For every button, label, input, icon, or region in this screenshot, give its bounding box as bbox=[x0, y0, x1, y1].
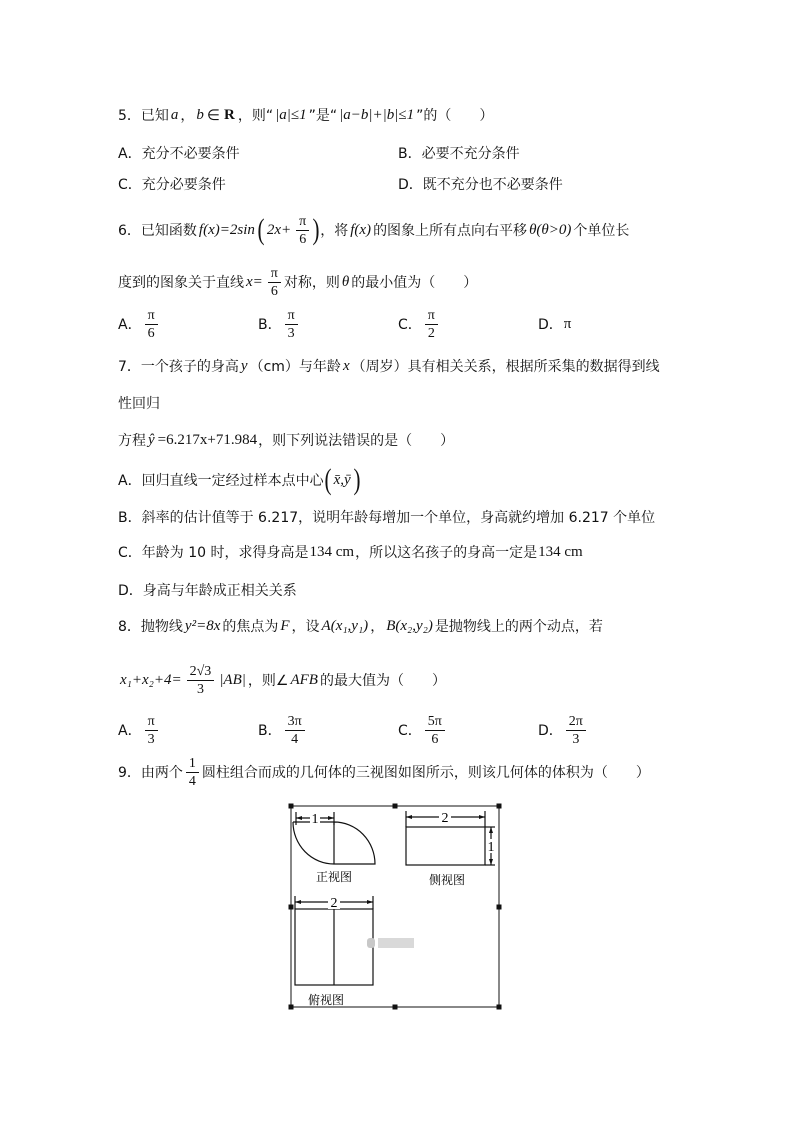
front-view-label: 正视图 bbox=[315, 870, 353, 884]
fraction-denominator: 3 bbox=[196, 681, 204, 697]
fraction-numerator: π bbox=[268, 265, 281, 283]
q8-stem-line2 bbox=[118, 660, 446, 700]
q8-point-a: A(x₁,y₁) bbox=[321, 617, 369, 634]
q7-text: ，则下列说法错误的是（ ） bbox=[258, 433, 455, 449]
arrow-head bbox=[489, 859, 493, 865]
left-paren: ( bbox=[324, 463, 332, 496]
option-text: A．回归直线一定经过样本点中心 bbox=[118, 473, 324, 489]
fraction-numerator: π bbox=[145, 713, 158, 731]
q6-text: 的图象上所有点向右平移 bbox=[373, 223, 528, 239]
front-dimension-label: 1 bbox=[311, 812, 319, 827]
q5-stem bbox=[118, 95, 493, 135]
handle-top-left[interactable] bbox=[289, 804, 294, 809]
option-label: C． bbox=[398, 317, 422, 333]
q8-ab-length: |AB| bbox=[219, 671, 246, 688]
three-view-figure[interactable] bbox=[286, 801, 506, 1013]
q6-left-paren: ( bbox=[257, 213, 265, 246]
fraction-numerator: π bbox=[145, 307, 158, 325]
q7-y-hat: ŷ bbox=[148, 431, 155, 448]
q5-condition-1: |a|≤1 bbox=[275, 106, 307, 123]
front-view bbox=[293, 812, 375, 864]
sample-center: x̄,ȳ bbox=[333, 471, 351, 488]
fraction-denominator: 3 bbox=[147, 731, 155, 747]
option-fraction bbox=[425, 713, 445, 748]
option-label: A． bbox=[118, 317, 142, 333]
q8-fraction bbox=[187, 663, 215, 698]
arrow-head bbox=[295, 900, 301, 904]
q8-option-b[interactable] bbox=[258, 710, 308, 750]
fraction-numerator: 1 bbox=[186, 755, 199, 773]
q5-text: 5．已知 bbox=[118, 108, 169, 124]
fraction-denominator: 4 bbox=[188, 773, 196, 789]
option-label: A． bbox=[118, 723, 142, 739]
fraction-denominator: 6 bbox=[147, 325, 155, 341]
q5-text: ，则“ bbox=[237, 108, 274, 124]
handle-bottom-left[interactable] bbox=[289, 1005, 294, 1010]
watermark-mark bbox=[367, 938, 375, 948]
option-label: B． bbox=[258, 317, 282, 333]
q8-text: ， bbox=[370, 619, 385, 635]
handle-top[interactable] bbox=[393, 804, 398, 809]
arrow-head bbox=[296, 816, 302, 820]
q5-condition-2: |a−b|+|b|≤1 bbox=[339, 106, 415, 123]
arrow-head bbox=[479, 815, 485, 819]
q9-fraction bbox=[186, 755, 199, 790]
side-right-dimension-label: 1 bbox=[487, 840, 495, 855]
q6-fraction bbox=[268, 265, 281, 300]
fraction-numerator: 3π bbox=[285, 713, 305, 731]
q9-text: 9．由两个 bbox=[118, 765, 183, 781]
option-fraction bbox=[566, 713, 586, 748]
q8-sum: x₁+x₂+4= bbox=[120, 671, 182, 688]
option-label: D． bbox=[538, 723, 563, 739]
q7-var-y: y bbox=[240, 357, 248, 374]
q7-stem-line1 bbox=[118, 346, 660, 386]
q5-option-c[interactable]: C．充分必要条件 bbox=[118, 177, 226, 193]
q8-option-c[interactable] bbox=[398, 710, 448, 750]
q7-stem-line3 bbox=[118, 420, 454, 460]
q8-focus: F bbox=[280, 617, 290, 634]
q6-stem-line2 bbox=[118, 262, 477, 302]
option-label: C． bbox=[398, 723, 422, 739]
q6-option-c[interactable] bbox=[398, 304, 441, 344]
q8-text: 的焦点为 bbox=[222, 619, 279, 635]
q7-stem-line2: 性回归 bbox=[118, 396, 160, 412]
arrow-head bbox=[406, 815, 412, 819]
q5-text: ， bbox=[180, 108, 195, 124]
q6-text: 个单位长 bbox=[573, 223, 630, 239]
option-fraction bbox=[285, 307, 298, 342]
q7-option-d[interactable]: D．身高与年龄成正相关关系 bbox=[118, 583, 297, 599]
q7-option-a[interactable] bbox=[118, 460, 361, 500]
q6-text: 的最小值为（ ） bbox=[351, 275, 478, 291]
q5-option-b[interactable]: B．必要不充分条件 bbox=[398, 146, 520, 162]
fraction-numerator: 2√3 bbox=[187, 663, 215, 681]
resize-handles[interactable] bbox=[289, 804, 502, 1010]
handle-bottom-right[interactable] bbox=[497, 1005, 502, 1010]
option-text: ，所以这名孩子的身高一定是 bbox=[355, 545, 538, 561]
handle-left[interactable] bbox=[289, 905, 294, 910]
q6-option-d[interactable] bbox=[538, 304, 572, 344]
q8-text: 是抛物线上的两个动点，若 bbox=[434, 619, 603, 635]
option-label: B． bbox=[258, 723, 282, 739]
option-fraction bbox=[285, 713, 305, 748]
q6-theta: θ(θ>0) bbox=[529, 221, 572, 238]
q6-stem-line1 bbox=[118, 210, 629, 250]
height-value: 134 cm bbox=[309, 543, 355, 560]
q7-option-c[interactable] bbox=[118, 532, 584, 572]
q5-text: ”的（ ） bbox=[416, 108, 494, 124]
q7-text: 7．一个孩子的身高 bbox=[118, 359, 239, 375]
right-paren: ) bbox=[353, 463, 361, 496]
arrow-head bbox=[328, 816, 334, 820]
option-label: D． bbox=[538, 317, 563, 333]
q7-text: （周岁）具有相关关系，根据所采集的数据得到线 bbox=[351, 359, 660, 375]
front-view-shape bbox=[293, 822, 375, 864]
watermark bbox=[367, 938, 414, 948]
q8-angle: AFB bbox=[290, 671, 318, 688]
q5-option-d[interactable]: D．既不充分也不必要条件 bbox=[398, 177, 563, 193]
q5-option-a[interactable]: A．充分不必要条件 bbox=[118, 146, 240, 162]
q9-stem bbox=[118, 752, 650, 792]
q7-regression-eq: =6.217x+71.984 bbox=[157, 431, 258, 448]
top-dimension-label: 2 bbox=[330, 896, 338, 911]
fraction-numerator: 5π bbox=[425, 713, 445, 731]
q9-text: 圆柱组合而成的几何体的三视图如图所示，则该几何体的体积为（ ） bbox=[201, 765, 650, 781]
q8-text: ，则∠ bbox=[247, 673, 289, 689]
fraction-denominator: 2 bbox=[427, 325, 435, 341]
fraction-denominator: 3 bbox=[287, 325, 295, 341]
q6-theta: θ bbox=[341, 273, 350, 290]
q8-parabola: y²=8x bbox=[184, 617, 221, 634]
q6-text: 对称，则 bbox=[283, 275, 340, 291]
option-fraction bbox=[145, 713, 158, 748]
handle-bottom[interactable] bbox=[393, 1005, 398, 1010]
fraction-numerator: π bbox=[296, 213, 309, 231]
q6-fx: f(x) bbox=[350, 221, 372, 238]
q7-text: 方程 bbox=[118, 433, 146, 449]
top-view-label: 俯视图 bbox=[307, 993, 345, 1007]
q5-reals-symbol: R bbox=[224, 106, 235, 123]
option-fraction bbox=[145, 307, 158, 342]
option-fraction bbox=[425, 307, 438, 342]
q6-option-a[interactable] bbox=[118, 304, 161, 344]
q8-text: 的最大值为（ ） bbox=[319, 673, 446, 689]
q6-function: f(x)=2sin bbox=[198, 221, 255, 238]
q5-in-symbol: ∈ bbox=[206, 107, 220, 124]
handle-right[interactable] bbox=[497, 905, 502, 910]
fraction-denominator: 4 bbox=[291, 731, 299, 747]
q7-option-b[interactable]: B．斜率的估计值等于 6.217，说明年龄每增加一个单位，身高就约增加 6.217 个单位 bbox=[118, 510, 656, 526]
q6-text: ，将 bbox=[320, 223, 349, 239]
q8-option-d[interactable] bbox=[538, 710, 589, 750]
q5-var-a: a bbox=[170, 106, 179, 123]
q6-arg: 2x+ bbox=[266, 221, 292, 238]
q5-text: ”是“ bbox=[308, 108, 338, 124]
q6-text: 6．已知函数 bbox=[118, 223, 197, 239]
option-value: π bbox=[563, 315, 572, 332]
q8-stem-line1 bbox=[118, 606, 603, 646]
q7-text: （cm）与年龄 bbox=[249, 359, 341, 375]
fraction-denominator: 6 bbox=[270, 283, 278, 299]
q8-text: ，设 bbox=[291, 619, 320, 635]
q8-text: 8．抛物线 bbox=[118, 619, 183, 635]
option-text: C．年龄为 10 时，求得身高是 bbox=[118, 545, 309, 561]
fraction-numerator: π bbox=[285, 307, 298, 325]
arrow-head bbox=[489, 827, 493, 833]
q7-var-x: x bbox=[342, 357, 350, 374]
q6-right-paren: ) bbox=[312, 213, 320, 246]
side-view-label: 侧视图 bbox=[428, 873, 466, 887]
side-top-dimension-label: 2 bbox=[441, 811, 449, 826]
handle-top-right[interactable] bbox=[497, 804, 502, 809]
q5-var-b: b bbox=[196, 106, 204, 123]
q8-option-a[interactable] bbox=[118, 710, 161, 750]
fraction-denominator: 6 bbox=[299, 231, 307, 247]
height-value: 134 cm bbox=[538, 543, 583, 560]
fraction-numerator: 2π bbox=[566, 713, 586, 731]
fraction-denominator: 3 bbox=[572, 731, 580, 747]
fraction-denominator: 6 bbox=[431, 731, 439, 747]
q6-fraction bbox=[296, 213, 309, 248]
q6-text: 度到的图象关于直线 bbox=[118, 275, 244, 291]
fraction-numerator: π bbox=[425, 307, 438, 325]
q6-option-b[interactable] bbox=[258, 304, 301, 344]
q6-line-eq: x= bbox=[246, 273, 263, 290]
watermark-mark bbox=[378, 938, 414, 948]
side-view-rect bbox=[406, 827, 485, 865]
q8-point-b: B(x₂,y₂) bbox=[386, 617, 433, 634]
arrow-head bbox=[367, 900, 373, 904]
figure-frame bbox=[291, 806, 499, 1007]
